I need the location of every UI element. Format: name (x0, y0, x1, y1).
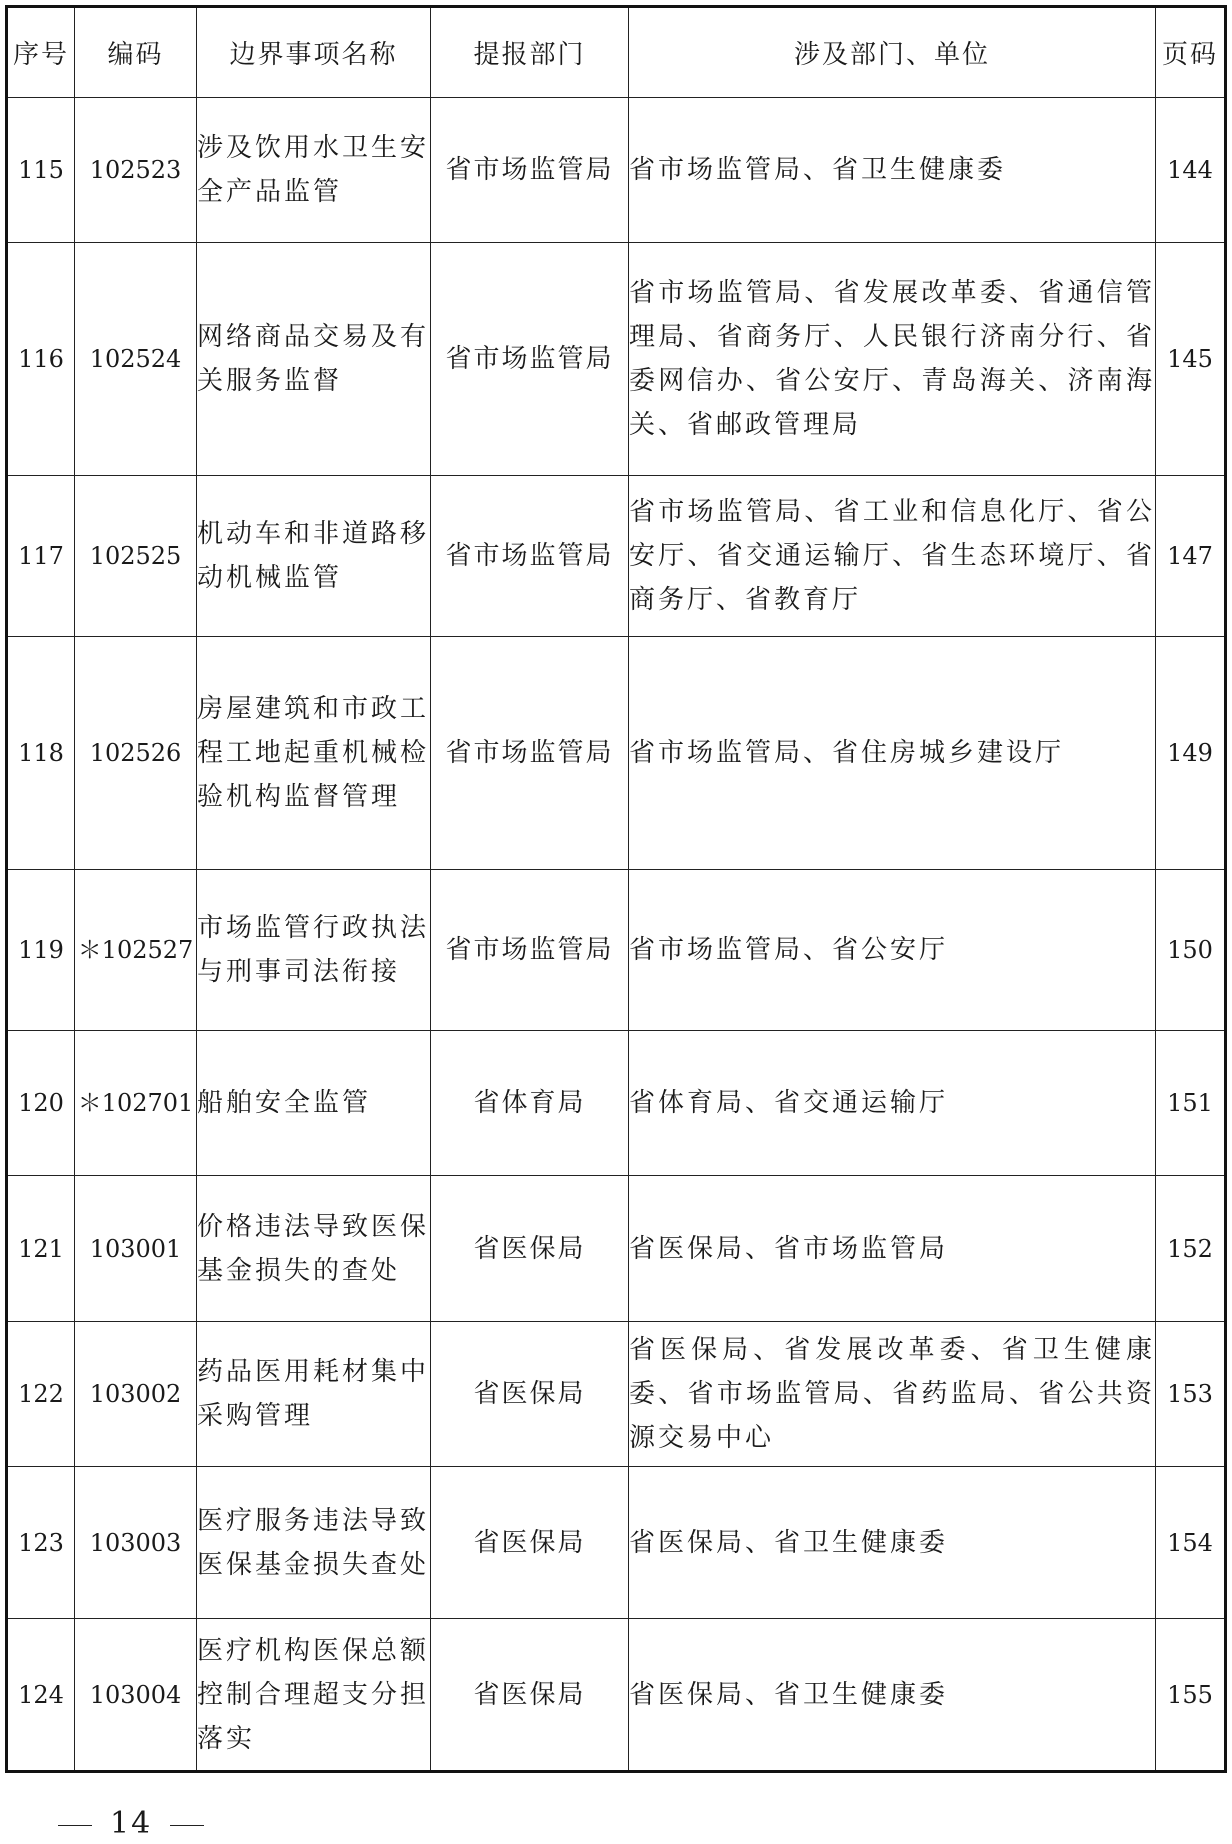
table-row (7, 1467, 1226, 1619)
table-row (7, 1322, 1226, 1467)
row-units: 省体育局、省交通运输厅 (629, 1031, 1156, 1176)
row-units: 省医保局、省发展改革委、省卫生健康委、省市场监管局、省药监局、省公共资源交易中心 (629, 1322, 1156, 1467)
row-dept: 省市场监管局 (431, 243, 629, 476)
header-dept: 提报部门 (431, 7, 629, 98)
row-seq: 116 (7, 243, 75, 476)
row-code: 102523 (75, 98, 197, 243)
row-units: 省市场监管局、省工业和信息化厅、省公安厅、省交通运输厅、省生态环境厅、省商务厅、省教育厅 (629, 476, 1156, 637)
header-page: 页码 (1156, 7, 1226, 98)
row-page: 155 (1156, 1619, 1226, 1772)
row-code: 103002 (75, 1322, 197, 1467)
row-page: 152 (1156, 1176, 1226, 1322)
row-code: ＊102701 (75, 1031, 197, 1176)
header-seq: 序号 (7, 7, 75, 98)
row-page: 149 (1156, 637, 1226, 870)
table-row (7, 243, 1226, 476)
table-row (7, 1176, 1226, 1322)
row-code: ＊102527 (75, 870, 197, 1031)
row-name: 网络商品交易及有关服务监督 (197, 243, 431, 476)
row-dept: 省医保局 (431, 1619, 629, 1772)
row-name: 涉及饮用水卫生安全产品监管 (197, 98, 431, 243)
row-seq: 119 (7, 870, 75, 1031)
row-page: 145 (1156, 243, 1226, 476)
row-page: 147 (1156, 476, 1226, 637)
header-name: 边界事项名称 (197, 7, 431, 98)
row-seq: 118 (7, 637, 75, 870)
row-units: 省市场监管局、省住房城乡建设厅 (629, 637, 1156, 870)
row-units: 省医保局、省市场监管局 (629, 1176, 1156, 1322)
page-number: 14 (110, 1806, 153, 1841)
table-row (7, 1031, 1226, 1176)
row-code: 103003 (75, 1467, 197, 1619)
row-name: 医疗服务违法导致医保基金损失查处 (197, 1467, 431, 1619)
row-dept: 省体育局 (431, 1031, 629, 1176)
header-code: 编码 (75, 7, 197, 98)
row-name: 价格违法导致医保基金损失的查处 (197, 1176, 431, 1322)
footer-dash-left (58, 1825, 92, 1826)
row-name: 市场监管行政执法与刑事司法衔接 (197, 870, 431, 1031)
row-page: 144 (1156, 98, 1226, 243)
table-row (7, 98, 1226, 243)
row-code: 102524 (75, 243, 197, 476)
row-seq: 124 (7, 1619, 75, 1772)
row-page: 150 (1156, 870, 1226, 1031)
row-units: 省市场监管局、省卫生健康委 (629, 98, 1156, 243)
row-seq: 120 (7, 1031, 75, 1176)
footer-dash-right (170, 1825, 204, 1826)
row-dept: 省医保局 (431, 1176, 629, 1322)
row-page: 153 (1156, 1322, 1226, 1467)
row-page: 151 (1156, 1031, 1226, 1176)
row-name: 房屋建筑和市政工程工地起重机械检验机构监督管理 (197, 637, 431, 870)
row-code: 102525 (75, 476, 197, 637)
table-row (7, 870, 1226, 1031)
row-dept: 省医保局 (431, 1322, 629, 1467)
table-row (7, 1619, 1226, 1772)
row-code: 103004 (75, 1619, 197, 1772)
row-seq: 117 (7, 476, 75, 637)
row-units: 省医保局、省卫生健康委 (629, 1467, 1156, 1619)
row-dept: 省市场监管局 (431, 637, 629, 870)
boundary-items-table (5, 5, 1227, 1773)
header-units: 涉及部门、单位 (629, 7, 1156, 98)
row-units: 省市场监管局、省发展改革委、省通信管理局、省商务厅、人民银行济南分行、省委网信办、省公安厅、青岛海关、济南海关、省邮政管理局 (629, 243, 1156, 476)
row-name: 药品医用耗材集中采购管理 (197, 1322, 431, 1467)
row-dept: 省市场监管局 (431, 98, 629, 243)
row-units: 省医保局、省卫生健康委 (629, 1619, 1156, 1772)
row-seq: 121 (7, 1176, 75, 1322)
row-name: 医疗机构医保总额控制合理超支分担落实 (197, 1619, 431, 1772)
row-name: 机动车和非道路移动机械监管 (197, 476, 431, 637)
row-seq: 122 (7, 1322, 75, 1467)
row-code: 102526 (75, 637, 197, 870)
row-dept: 省市场监管局 (431, 870, 629, 1031)
table-row (7, 637, 1226, 870)
row-seq: 123 (7, 1467, 75, 1619)
row-page: 154 (1156, 1467, 1226, 1619)
row-seq: 115 (7, 98, 75, 243)
row-code: 103001 (75, 1176, 197, 1322)
row-name: 船舶安全监管 (197, 1031, 431, 1176)
row-units: 省市场监管局、省公安厅 (629, 870, 1156, 1031)
page-footer (40, 1806, 222, 1841)
table-header-row (7, 7, 1226, 98)
row-dept: 省医保局 (431, 1467, 629, 1619)
row-dept: 省市场监管局 (431, 476, 629, 637)
table-row (7, 476, 1226, 637)
